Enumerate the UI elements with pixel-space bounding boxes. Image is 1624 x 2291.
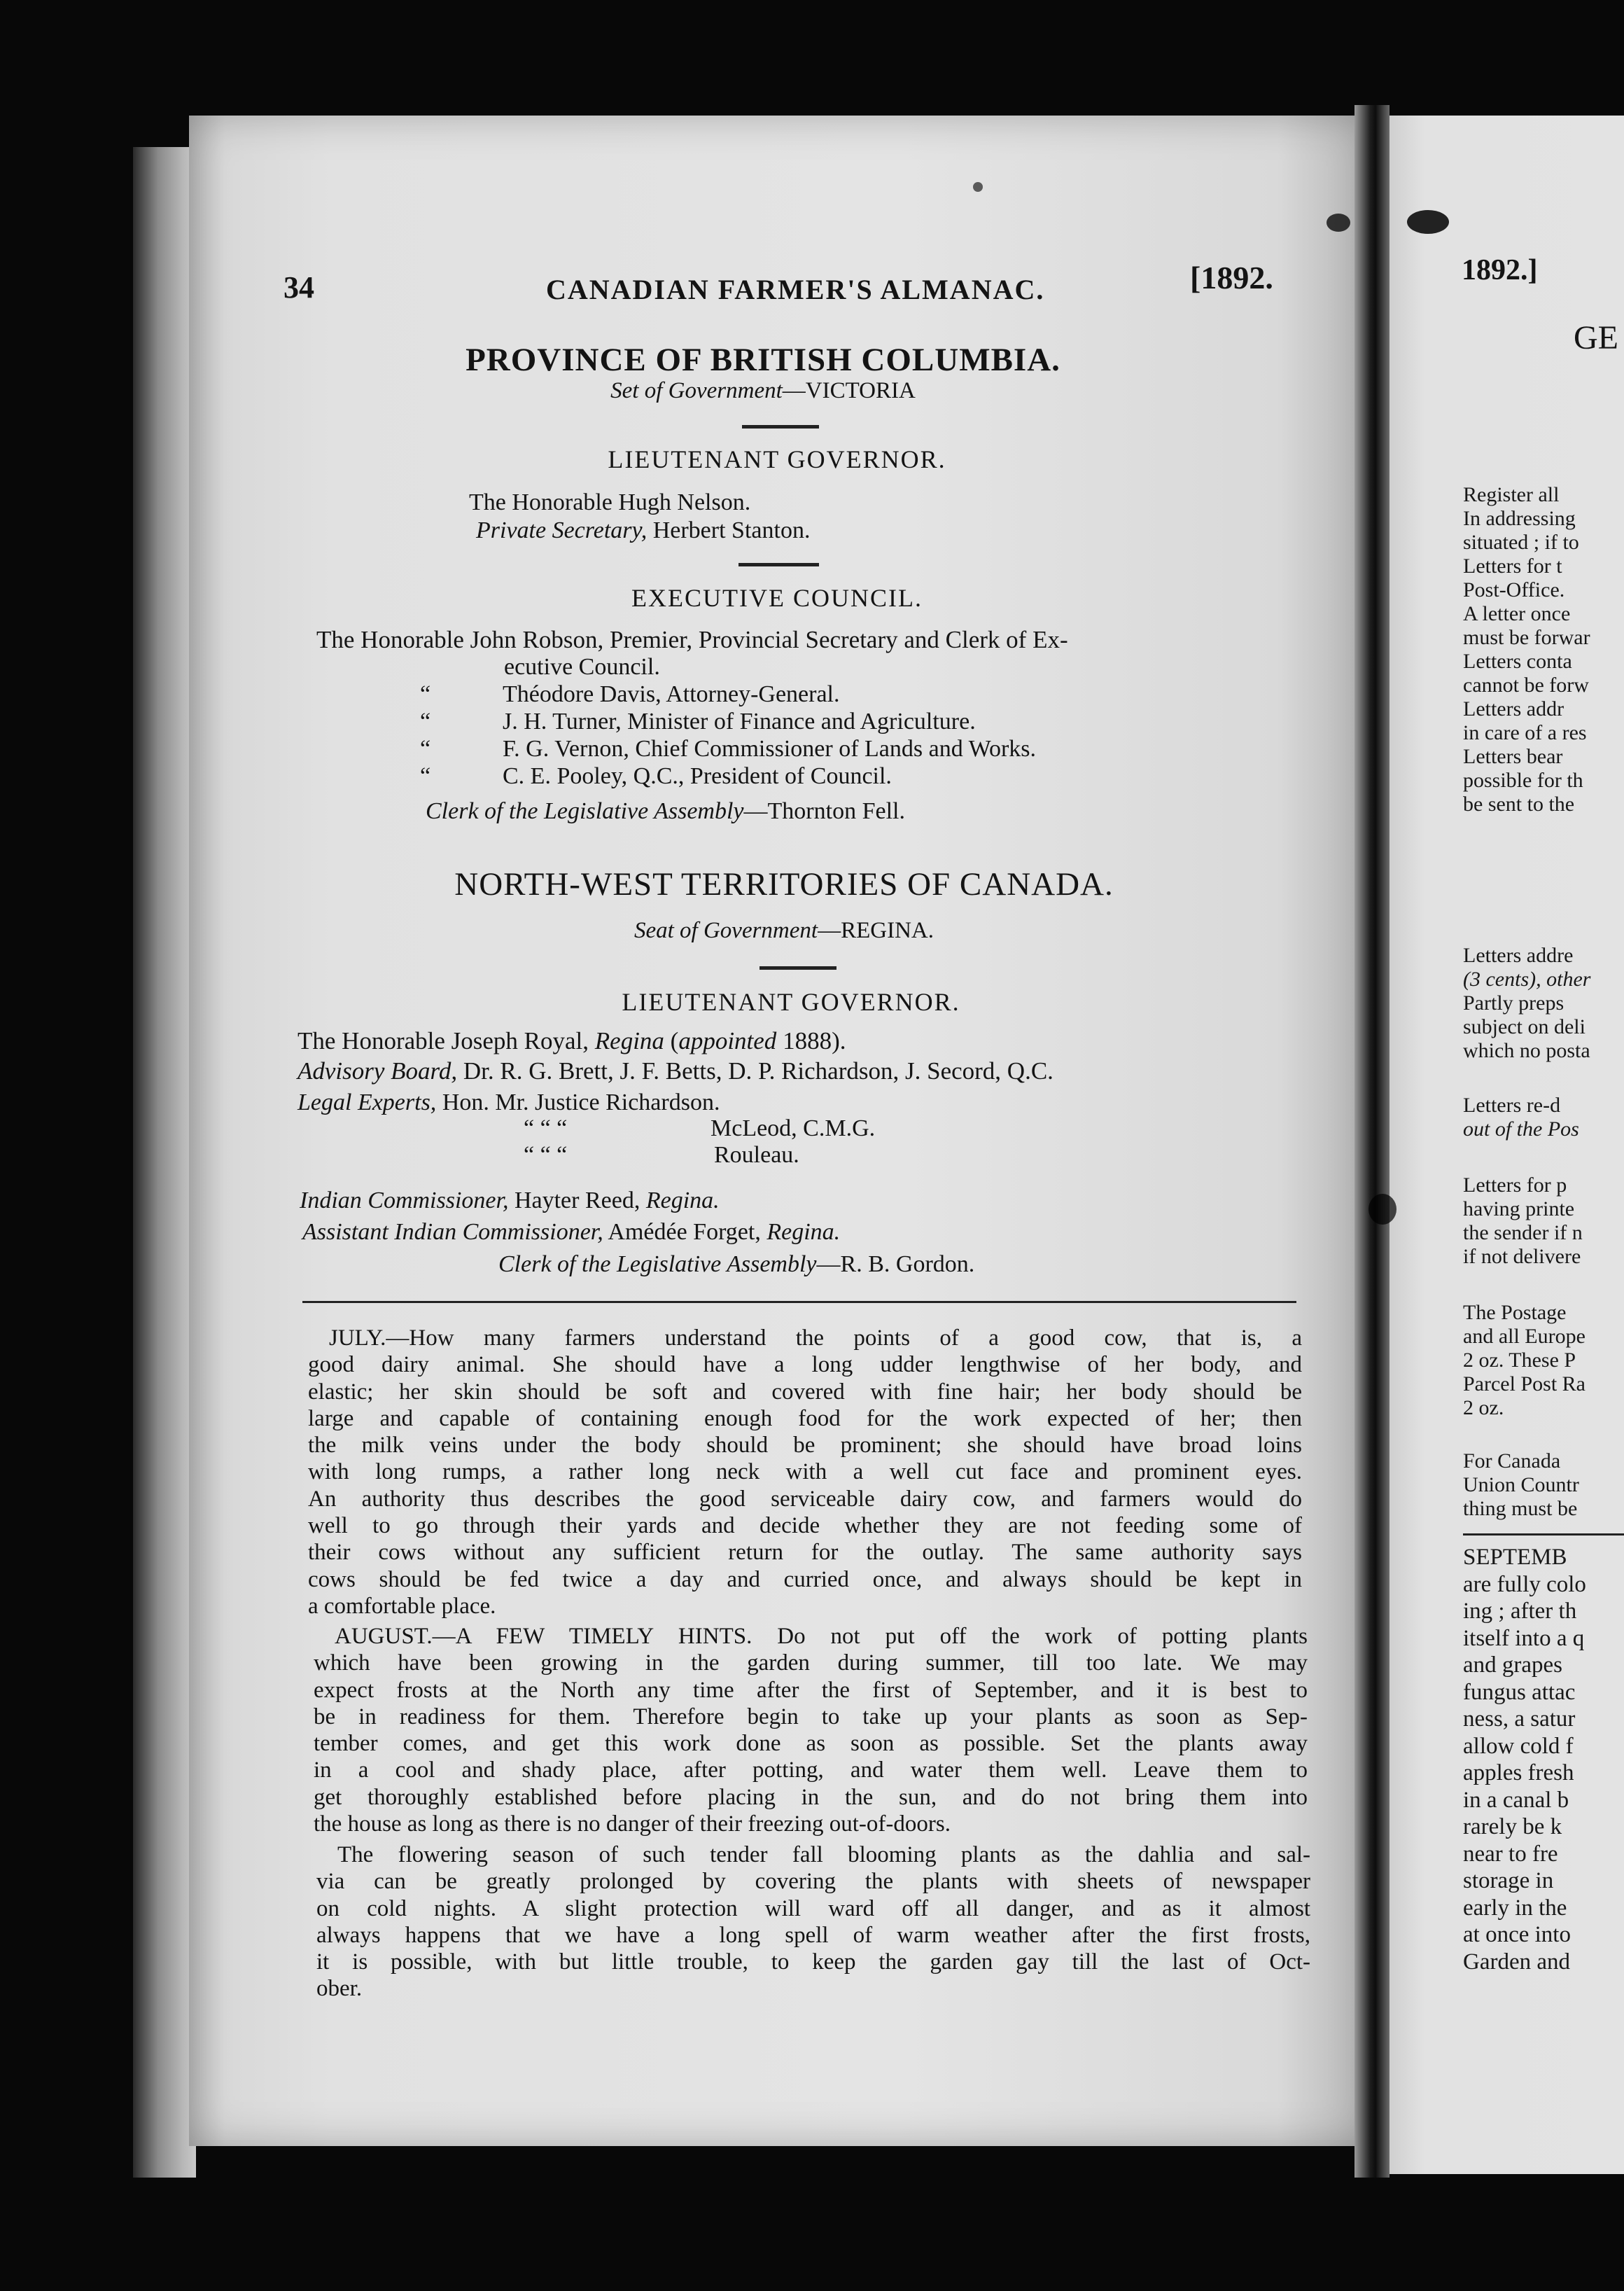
facing-f-line: For Canada bbox=[1463, 1449, 1561, 1472]
facing-c-line: out of the Pos bbox=[1463, 1117, 1579, 1141]
bc-heading: PROVINCE OF BRITISH COLUMBIA. bbox=[465, 342, 1060, 378]
facing-e-line: The Postage bbox=[1463, 1301, 1567, 1324]
facing-g-line: SEPTEMB bbox=[1463, 1545, 1567, 1570]
facing-g-line: are fully colo bbox=[1463, 1571, 1586, 1597]
facing-b-line: (3 cents), other bbox=[1463, 968, 1591, 991]
facing-a-line: be sent to the bbox=[1463, 793, 1575, 816]
july-line-5: the milk veins under the body should be prominent; she should have broad loins bbox=[308, 1433, 1302, 1458]
july-line-11: a comfortable place. bbox=[308, 1593, 496, 1619]
facing-a-line: must be forwar bbox=[1463, 626, 1590, 649]
facing-c-line: Letters re-d bbox=[1463, 1094, 1561, 1117]
bc-clerk bbox=[426, 798, 905, 826]
bc-ps-value: Herbert Stanton. bbox=[647, 517, 811, 543]
bc-clerk-label: Clerk of the Legislative Assembly bbox=[426, 798, 744, 824]
facing-e-line: 2 oz. bbox=[1463, 1396, 1504, 1419]
facing-heading-fragment: GE bbox=[1574, 319, 1618, 356]
facing-a-line: Register all bbox=[1463, 483, 1560, 506]
facing-block-f bbox=[1463, 1449, 1579, 1521]
july-line-6: with long rumps, a rather long neck with a well cut face and prominent eyes. bbox=[308, 1459, 1302, 1485]
bc-rule-2 bbox=[738, 563, 819, 566]
bc-exec-line-1: The Honorable John Robson, Premier, Provincial Secretary and Clerk of Ex- bbox=[316, 626, 1068, 653]
bc-member-2: J. H. Turner, Minister of Finance and Agriculture. bbox=[503, 709, 976, 734]
july-line-9: their cows without any sufficient return for the outlay. The same authority says bbox=[308, 1540, 1302, 1566]
page-number: 34 bbox=[284, 270, 314, 305]
facing-a-line: Letters for t bbox=[1463, 555, 1562, 578]
july-line-4: large and capable of containing enough food for the work expected of her; then bbox=[308, 1405, 1302, 1431]
july-paragraph bbox=[308, 1325, 1302, 1620]
bc-member-4: C. E. Pooley, Q.C., President of Council. bbox=[503, 763, 892, 789]
nwt-advisory-label: Advisory Board, bbox=[298, 1057, 458, 1085]
july-line-2: good dairy animal. She should have a long udder lengthwise of her body, and bbox=[308, 1352, 1302, 1378]
nwt-indian-place: Regina. bbox=[645, 1188, 720, 1213]
facing-g-line: Garden and bbox=[1463, 1949, 1571, 1975]
bc-ps-label: Private Secretary, bbox=[476, 517, 648, 543]
facing-divider bbox=[1463, 1533, 1624, 1536]
facing-g-line: apples fresh bbox=[1463, 1760, 1574, 1785]
nwt-seat-value: —REGINA. bbox=[818, 918, 934, 943]
facing-g-line: rarely be k bbox=[1463, 1814, 1562, 1839]
facing-b-line: Letters addre bbox=[1463, 944, 1574, 967]
facing-b-line: Partly preps bbox=[1463, 991, 1564, 1015]
facing-f-line: thing must be bbox=[1463, 1497, 1578, 1520]
bc-member-mark-3: “ bbox=[420, 736, 431, 762]
facing-a-line: cannot be forw bbox=[1463, 674, 1589, 697]
facing-g-line: fungus attac bbox=[1463, 1679, 1576, 1705]
july-line-3: elastic; her skin should be soft and covered with fine hair; her body should be bbox=[308, 1379, 1302, 1405]
bc-seat bbox=[392, 378, 1134, 404]
facing-a-line: Letters addr bbox=[1463, 697, 1564, 720]
flowering-line-6: ober. bbox=[316, 1976, 363, 2002]
flowering-line-2: via can be greatly prolonged by covering the plants with sheets of newspaper bbox=[316, 1869, 1310, 1895]
running-year: [1892. bbox=[1190, 260, 1273, 295]
bc-seat-label: Set of Government bbox=[610, 378, 783, 403]
facing-block-a bbox=[1463, 483, 1590, 816]
bc-lg-name: The Honorable Hugh Nelson. bbox=[469, 489, 751, 515]
bc-member-mark-2: “ bbox=[420, 709, 431, 734]
facing-block-b bbox=[1463, 944, 1590, 1063]
nwt-clerk-value: —R. B. Gordon. bbox=[816, 1251, 975, 1277]
facing-f-line: Union Countr bbox=[1463, 1473, 1579, 1496]
nwt-asst-line bbox=[302, 1218, 840, 1246]
nwt-lg-appointed: appointed bbox=[678, 1027, 777, 1054]
nwt-seat-label: Seat of Government bbox=[634, 918, 818, 943]
nwt-lg-line bbox=[298, 1027, 846, 1055]
facing-g-line: early in the bbox=[1463, 1895, 1567, 1921]
bc-member-1: Théodore Davis, Attorney-General. bbox=[503, 681, 840, 707]
nwt-lg-prefix: The Honorable Joseph Royal, bbox=[298, 1027, 595, 1054]
august-line-7: get thoroughly established before placing in the sun, and do not bring them into bbox=[314, 1784, 1308, 1810]
facing-a-line: A letter once bbox=[1463, 602, 1571, 625]
facing-d-line: Letters for p bbox=[1463, 1174, 1567, 1197]
nwt-lg-paren: ( bbox=[664, 1027, 679, 1054]
facing-a-line: Post-Office. bbox=[1463, 578, 1565, 601]
august-line-8: the house as long as there is no danger of their freezing out-of-doors. bbox=[314, 1811, 951, 1837]
flowering-line-3: on cold nights. A slight protection will ward off all danger, and as it almost bbox=[316, 1895, 1310, 1921]
nwt-indian-line bbox=[300, 1187, 720, 1215]
august-line-3: expect frosts at the North any time after the first of September, and it is best to bbox=[314, 1677, 1308, 1703]
facing-b-line: subject on deli bbox=[1463, 1015, 1586, 1038]
flowering-line-1: The flowering season of such tender fall blooming plants as the dahlia and sal- bbox=[337, 1842, 1310, 1867]
facing-e-line: Parcel Post Ra bbox=[1463, 1372, 1586, 1395]
running-title: CANADIAN FARMER'S ALMANAC. bbox=[546, 274, 1045, 305]
bc-exec-line-2: ecutive Council. bbox=[504, 654, 660, 680]
nwt-advisory-line bbox=[298, 1057, 1054, 1085]
july-line-7: An authority thus describes the good serviceable dairy cow, and farmers would do bbox=[308, 1486, 1302, 1512]
ink-spot bbox=[973, 182, 983, 192]
facing-block-g bbox=[1463, 1544, 1586, 1975]
july-line-1: JULY.—How many farmers understand the points of a good cow, that is, a bbox=[329, 1325, 1302, 1351]
bc-exec-heading: EXECUTIVE COUNCIL. bbox=[631, 584, 923, 612]
nwt-legal-value: Hon. Mr. Justice Richardson. bbox=[436, 1089, 720, 1115]
facing-a-line: Letters conta bbox=[1463, 650, 1572, 673]
july-line-10: cows should be fed twice a day and curried once, and always should be kept in bbox=[308, 1566, 1302, 1592]
bc-seat-value: —VICTORIA bbox=[782, 378, 916, 403]
bc-member-3: F. G. Vernon, Chief Commissioner of Lands and Works. bbox=[503, 736, 1037, 762]
facing-d-line: having printe bbox=[1463, 1197, 1575, 1220]
august-line-4: be in readiness for them. Therefore begin to take up your plants as soon as Sep- bbox=[314, 1704, 1308, 1729]
nwt-heading: NORTH-WEST TERRITORIES OF CANADA. bbox=[454, 866, 1114, 903]
july-line-8: well to go through their yards and decide whether they are not feeding some of bbox=[308, 1513, 1302, 1539]
august-line-6: in a cool and shady place, after potting, and water them well. Leave them to bbox=[314, 1757, 1308, 1783]
facing-year: 1892.] bbox=[1462, 254, 1538, 286]
facing-d-line: if not delivere bbox=[1463, 1245, 1581, 1268]
facing-g-line: at once into bbox=[1463, 1922, 1571, 1947]
august-line-5: tember comes, and get this work done as soon as possible. Set the plants away bbox=[314, 1731, 1308, 1757]
nwt-advisory-value: Dr. R. G. Brett, J. F. Betts, D. P. Richardson, J. Secord, Q.C. bbox=[457, 1057, 1054, 1085]
nwt-legal-name-2: Rouleau. bbox=[714, 1142, 799, 1168]
facing-g-line: itself into a q bbox=[1463, 1625, 1585, 1651]
facing-a-line: situated ; if to bbox=[1463, 531, 1579, 554]
facing-e-line: and all Europe bbox=[1463, 1325, 1586, 1348]
facing-g-line: allow cold f bbox=[1463, 1733, 1574, 1759]
section-divider bbox=[302, 1301, 1296, 1303]
bc-member-mark-4: “ bbox=[420, 763, 431, 789]
nwt-legal-ditto-1: “ “ “ bbox=[524, 1115, 568, 1141]
facing-block-c bbox=[1463, 1094, 1579, 1141]
nwt-asst-value: Amédée Forget, bbox=[603, 1219, 767, 1245]
nwt-asst-label: Assistant Indian Commissioner, bbox=[302, 1219, 603, 1245]
binding-clip-mark bbox=[1326, 214, 1350, 232]
bc-lg-heading: LIEUTENANT GOVERNOR. bbox=[608, 445, 946, 473]
nwt-lg-place: Regina bbox=[594, 1027, 664, 1054]
facing-d-line: the sender if n bbox=[1463, 1221, 1583, 1244]
nwt-seat bbox=[392, 918, 1176, 944]
august-line-2: which have been growing in the garden during summer, till too late. We may bbox=[314, 1650, 1308, 1676]
nwt-clerk-label: Clerk of the Legislative Assembly bbox=[498, 1251, 817, 1277]
facing-a-line: possible for th bbox=[1463, 769, 1583, 792]
facing-g-line: ness, a satur bbox=[1463, 1706, 1576, 1732]
nwt-lg-heading: LIEUTENANT GOVERNOR. bbox=[622, 988, 960, 1016]
facing-g-line: ing ; after th bbox=[1463, 1599, 1577, 1624]
facing-g-line: storage in bbox=[1463, 1868, 1554, 1893]
left-page-edge bbox=[133, 147, 196, 2178]
facing-g-line: and grapes bbox=[1463, 1652, 1563, 1678]
august-line-1: AUGUST.—A FEW TIMELY HINTS. Do not put off the work of potting plants bbox=[335, 1624, 1308, 1649]
nwt-rule-1 bbox=[760, 966, 836, 970]
nwt-clerk bbox=[498, 1251, 974, 1279]
book-gutter bbox=[1354, 105, 1390, 2178]
bc-private-secretary bbox=[476, 517, 810, 545]
facing-g-line: near to fre bbox=[1463, 1841, 1558, 1867]
bc-rule-1 bbox=[742, 425, 819, 429]
facing-block-d bbox=[1463, 1174, 1583, 1269]
flowering-paragraph bbox=[316, 1841, 1310, 2003]
facing-b-line: which no posta bbox=[1463, 1039, 1590, 1062]
facing-a-line: Letters bear bbox=[1463, 745, 1563, 768]
facing-g-line: in a canal b bbox=[1463, 1787, 1569, 1813]
bc-member-mark-1: “ bbox=[420, 681, 431, 707]
facing-e-line: 2 oz. These P bbox=[1463, 1349, 1576, 1372]
nwt-indian-label: Indian Commissioner, bbox=[300, 1188, 509, 1213]
nwt-legal-label: Legal Experts, bbox=[298, 1089, 437, 1115]
nwt-legal-line bbox=[298, 1089, 720, 1117]
facing-a-line: in care of a res bbox=[1463, 721, 1587, 744]
binding-clip-mark bbox=[1407, 210, 1449, 234]
august-paragraph bbox=[314, 1623, 1308, 1837]
facing-block-e bbox=[1463, 1301, 1586, 1420]
facing-a-line: In addressing bbox=[1463, 507, 1576, 530]
flowering-line-4: always happens that we have a long spell of warm weather after the first frosts, bbox=[316, 1922, 1310, 1948]
nwt-indian-value: Hayter Reed, bbox=[508, 1188, 646, 1213]
nwt-legal-name-1: McLeod, C.M.G. bbox=[710, 1115, 876, 1141]
nwt-legal-ditto-2: “ “ “ bbox=[524, 1142, 568, 1168]
flowering-line-5: it is possible, with but little trouble, to keep the garden gay till the last of Oct- bbox=[316, 1949, 1310, 1975]
nwt-lg-year: 1888). bbox=[776, 1027, 846, 1054]
binding-clip-mark bbox=[1368, 1194, 1396, 1225]
bc-clerk-value: —Thornton Fell. bbox=[743, 798, 905, 824]
nwt-asst-place: Regina. bbox=[766, 1219, 841, 1245]
